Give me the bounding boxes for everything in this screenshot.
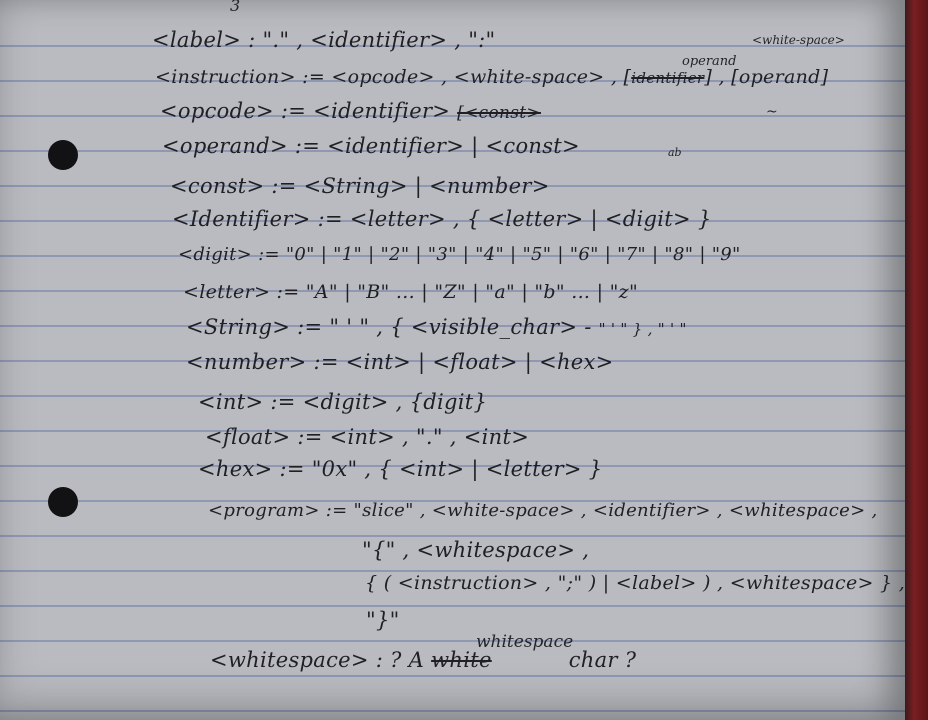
whitespace-rule-start: <whitespace> : ? A bbox=[210, 648, 425, 672]
const-rule: <const> := <String> | <number> bbox=[170, 174, 550, 198]
int-rule: <int> := <digit> , {digit} bbox=[198, 390, 488, 414]
number-rule: <number> := <int> | <float> | <hex> bbox=[186, 350, 614, 374]
tilde-mark: ~ bbox=[766, 104, 778, 120]
margin-note: <white-space> bbox=[752, 33, 845, 47]
label-rule: <label> : "." , <identifier> , ":" bbox=[152, 28, 496, 52]
opcode-struck: [<const> bbox=[457, 103, 541, 123]
identifier-rule: <Identifier> := <letter> , { <letter> | <digit> } bbox=[172, 207, 712, 231]
string-rule-start: <String> := " ' " , { <visible_char> - bbox=[186, 315, 592, 339]
instruction-rule bbox=[155, 66, 828, 88]
opcode-rule-text: <opcode> := <identifier> bbox=[160, 99, 451, 123]
instruction-correction: operand bbox=[682, 54, 737, 69]
program-rule-line-2: "{" , <whitespace> , bbox=[362, 538, 590, 562]
program-rule-line-1: <program> := "slice" , <white-space> , <identifier> , <whitespace> , bbox=[208, 500, 878, 521]
binder-hole bbox=[48, 140, 78, 170]
program-rule-line-4: "}" bbox=[366, 608, 400, 632]
whitespace-correction: whitespace bbox=[476, 632, 574, 652]
whitespace-struck: white bbox=[431, 648, 492, 672]
digit-rule: <digit> := "0" | "1" | "2" | "3" | "4" | "5" | "6" | "7" | "8" | "9" bbox=[178, 244, 741, 265]
instruction-rule-start: <instruction> := <opcode> , <white-space> , [ bbox=[155, 66, 632, 88]
string-rule bbox=[186, 315, 687, 339]
binder-hole bbox=[48, 487, 78, 517]
hex-rule: <hex> := "0x" , { <int> | <letter> } bbox=[198, 457, 603, 481]
string-rule-end: " ' " } , " ' " bbox=[598, 320, 687, 338]
notebook-cover-edge bbox=[905, 0, 928, 720]
float-rule: <float> := <int> , "." , <int> bbox=[205, 425, 530, 449]
program-rule-line-3: { ( <instruction> , ";" ) | <label> ) , <whitespace> } , bbox=[365, 572, 906, 594]
top-mark: 3 bbox=[230, 0, 241, 15]
instruction-struck: identifier bbox=[631, 69, 705, 87]
instruction-rule-end: ] , [operand] bbox=[704, 66, 829, 88]
operand-scribble: ab bbox=[668, 146, 682, 159]
letter-rule: <letter> := "A" | "B" ... | "Z" | "a" | "b" ... | "z" bbox=[183, 281, 639, 303]
operand-rule: <operand> := <identifier> | <const> bbox=[162, 134, 580, 158]
opcode-rule bbox=[160, 99, 541, 123]
whitespace-rule-end: char ? bbox=[568, 648, 637, 672]
